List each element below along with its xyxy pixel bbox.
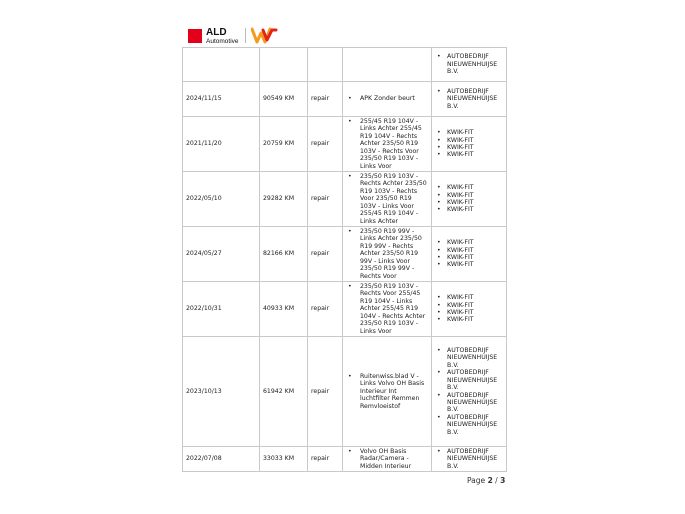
description-item: • 235/50 R19 99V - Links Achter 235/50 R19 99V - Rechts Achter 235/50 R19 99V - Links Voor 235/50 R19 99V - Rechts Voor <box>346 228 428 280</box>
type-cell <box>308 48 343 82</box>
page-label: Page <box>467 476 486 485</box>
workshop-cell <box>432 117 507 172</box>
table-row <box>183 447 507 472</box>
mileage-cell: 61942 KM <box>260 337 308 447</box>
ald-brand-text: ALD <box>206 27 227 38</box>
description-cell <box>343 337 432 447</box>
workshop-item: • KWIK-FIT <box>435 294 503 301</box>
workshop-item: • KWIK-FIT <box>435 184 503 191</box>
date-cell: 2022/05/10 <box>183 172 260 227</box>
page-separator: / <box>495 476 498 485</box>
w-brand-logo-icon <box>251 27 279 44</box>
type-cell: repair <box>308 82 343 117</box>
table-row <box>183 172 507 227</box>
workshop-cell <box>432 447 507 472</box>
type-cell: repair <box>308 282 343 337</box>
workshop-item: • KWIK-FIT <box>435 144 503 151</box>
description-cell <box>343 172 432 227</box>
description-cell <box>343 282 432 337</box>
type-cell: repair <box>308 447 343 472</box>
maintenance-history-table <box>182 47 507 472</box>
description-cell <box>343 227 432 282</box>
mileage-cell <box>260 48 308 82</box>
workshop-cell <box>432 227 507 282</box>
mileage-cell: 40933 KM <box>260 282 308 337</box>
page-total: 3 <box>500 476 506 485</box>
mileage-cell: 90549 KM <box>260 82 308 117</box>
workshop-item: • KWIK-FIT <box>435 261 503 268</box>
workshop-item: • AUTOBEDRIJF NIEUWENHUIJSE B.V. <box>435 448 503 470</box>
workshop-item: • AUTOBEDRIJF NIEUWENHUIJSE B.V. <box>435 88 503 110</box>
ald-brand-subtitle: Automotive <box>206 38 239 45</box>
workshop-item: • KWIK-FIT <box>435 199 503 206</box>
date-cell <box>183 48 260 82</box>
table-row <box>183 337 507 447</box>
workshop-item: • KWIK-FIT <box>435 316 503 323</box>
workshop-item: • AUTOBEDRIJF NIEUWENHUIJSE B.V. <box>435 347 503 369</box>
page-indicator <box>467 476 505 485</box>
workshop-item: • KWIK-FIT <box>435 247 503 254</box>
workshop-cell <box>432 172 507 227</box>
workshop-item: • KWIK-FIT <box>435 309 503 316</box>
ald-automotive-logo <box>188 28 239 44</box>
date-cell: 2022/10/31 <box>183 282 260 337</box>
date-cell: 2021/11/20 <box>183 117 260 172</box>
type-cell: repair <box>308 117 343 172</box>
description-item: • Ruitenwiss.blad V - Links Volvo OH Basis Interieur Int luchtfilter Remmen Remvloeistof <box>346 373 428 410</box>
workshop-item: • KWIK-FIT <box>435 137 503 144</box>
workshop-item: • KWIK-FIT <box>435 239 503 246</box>
description-item: • APK Zonder beurt <box>346 95 428 102</box>
description-cell <box>343 117 432 172</box>
date-cell: 2024/11/15 <box>183 82 260 117</box>
description-item: • 235/50 R19 103V - Rechts Voor 255/45 R19 104V - Links Achter 255/45 R19 104V - Rechts Achter 235/50 R19 103V - Links Voor <box>346 283 428 335</box>
table-row <box>183 48 507 82</box>
mileage-cell: 82166 KM <box>260 227 308 282</box>
description-item: • Volvo OH Basis Radar/Camera - Midden Interieur <box>346 448 428 470</box>
table-row <box>183 227 507 282</box>
table-row <box>183 82 507 117</box>
mileage-cell: 29282 KM <box>260 172 308 227</box>
workshop-item: • KWIK-FIT <box>435 192 503 199</box>
workshop-item: • AUTOBEDRIJF NIEUWENHUIJSE B.V. <box>435 369 503 391</box>
date-cell: 2022/07/08 <box>183 447 260 472</box>
mileage-cell: 33033 KM <box>260 447 308 472</box>
workshop-item: • AUTOBEDRIJF NIEUWENHUIJSE B.V. <box>435 414 503 436</box>
logo-divider <box>245 28 246 43</box>
workshop-item: • KWIK-FIT <box>435 302 503 309</box>
page-current: 2 <box>487 476 493 485</box>
type-cell: repair <box>308 227 343 282</box>
description-cell <box>343 48 432 82</box>
workshop-item: • AUTOBEDRIJF NIEUWENHUIJSE B.V. <box>435 392 503 414</box>
description-cell <box>343 82 432 117</box>
workshop-cell <box>432 48 507 82</box>
workshop-item: • KWIK-FIT <box>435 254 503 261</box>
ald-logo-square <box>188 29 202 43</box>
description-item: • 255/45 R19 104V - Links Achter 255/45 R19 104V - Rechts Achter 235/50 R19 103V - Rechts Voor 235/50 R19 103V - Links Voor <box>346 118 428 170</box>
workshop-item: • KWIK-FIT <box>435 129 503 136</box>
workshop-item: • KWIK-FIT <box>435 206 503 213</box>
workshop-cell <box>432 82 507 117</box>
table-row <box>183 117 507 172</box>
workshop-cell <box>432 337 507 447</box>
table-row <box>183 282 507 337</box>
workshop-item: • KWIK-FIT <box>435 151 503 158</box>
type-cell: repair <box>308 337 343 447</box>
date-cell: 2024/05/27 <box>183 227 260 282</box>
date-cell: 2023/10/13 <box>183 337 260 447</box>
workshop-item: • AUTOBEDRIJF NIEUWENHUIJSE B.V. <box>435 53 503 75</box>
type-cell: repair <box>308 172 343 227</box>
workshop-cell <box>432 282 507 337</box>
description-item: • 235/50 R19 103V - Rechts Achter 235/50 R19 103V - Rechts Voor 235/50 R19 103V - Links Voor 255/45 R19 104V - Links Achter <box>346 173 428 225</box>
mileage-cell: 20759 KM <box>260 117 308 172</box>
description-cell <box>343 447 432 472</box>
